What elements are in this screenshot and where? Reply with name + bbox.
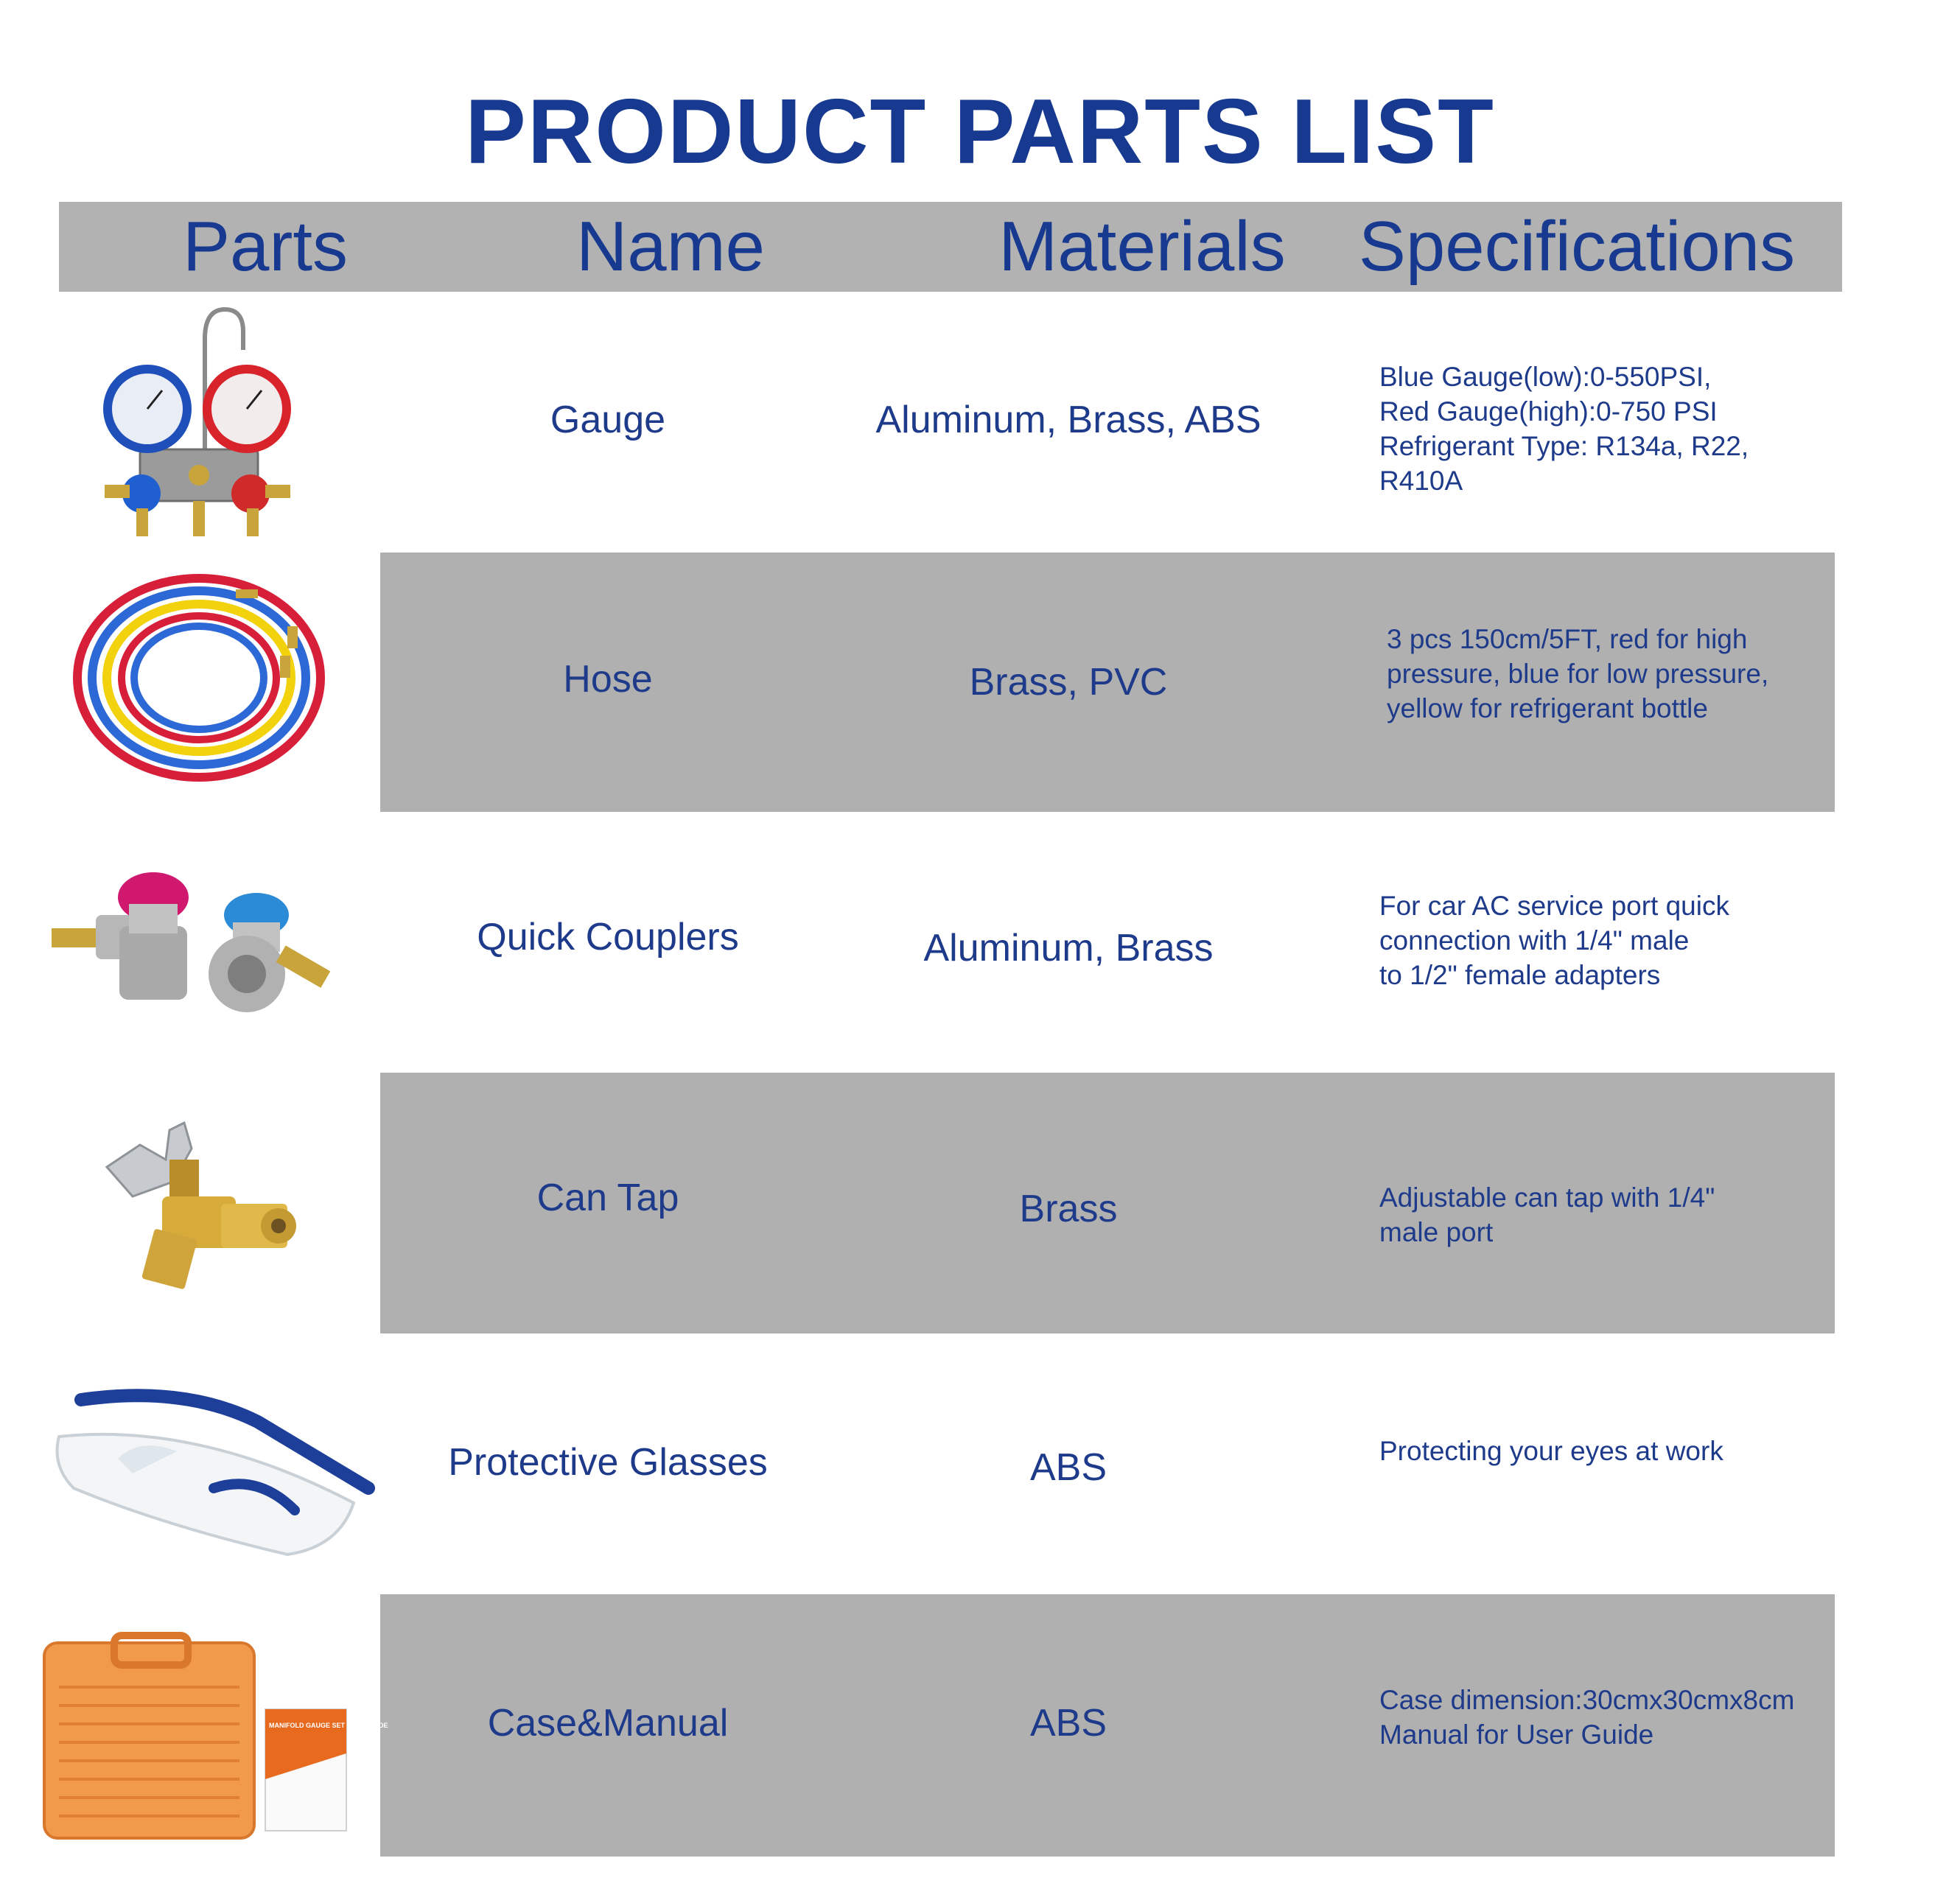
part-name: Gauge xyxy=(550,399,666,441)
table-row xyxy=(0,1073,1886,1333)
part-specification: 3 pcs 150cm/5FT, red for high pressure, blue for low pressure, yellow for refrigerant bottle xyxy=(1387,624,1769,723)
part-specification: Adjustable can tap with 1/4" male port xyxy=(1379,1182,1715,1247)
table-row xyxy=(0,1594,1886,1857)
part-specification: Protecting your eyes at work xyxy=(1379,1436,1723,1466)
table-row xyxy=(0,295,1886,553)
can-tap-icon xyxy=(96,1115,295,1292)
part-materials: Aluminum, Brass xyxy=(923,927,1214,970)
manual-cover-text: MANIFOLD GAUGE SET USER GUIDE xyxy=(269,1722,388,1729)
case-and-manual-icon xyxy=(44,1636,388,1842)
header-specifications: Specifications xyxy=(1358,207,1796,286)
part-materials: Brass, PVC xyxy=(969,661,1168,704)
part-specification: Case dimension:30cmx30cmx8cm Manual for User Guide xyxy=(1379,1685,1795,1750)
table-row xyxy=(0,1333,1886,1594)
part-specification: Blue Gauge(low):0-550PSI, Red Gauge(high):0-750 PSI Refrigerant Type: R134a, R22, R410A xyxy=(1379,362,1749,496)
manifold-gauge-icon xyxy=(96,295,302,545)
part-materials: ABS xyxy=(1029,1446,1107,1489)
hose-icon xyxy=(66,567,332,788)
protective-glasses-icon xyxy=(52,1378,376,1569)
part-name: Hose xyxy=(563,658,653,701)
part-name: Can Tap xyxy=(536,1177,679,1219)
page-title: PRODUCT PARTS LIST xyxy=(465,81,1495,183)
part-name: Protective Glasses xyxy=(448,1441,768,1484)
table-header xyxy=(59,202,1842,292)
table-row xyxy=(0,812,1886,1073)
header-name: Name xyxy=(575,207,766,286)
part-specification: For car AC service port quick connection with 1/4" male to 1/2" female adapters xyxy=(1379,891,1729,990)
quick-couplers-icon xyxy=(52,871,346,1018)
table-row xyxy=(0,553,1886,812)
header-parts: Parts xyxy=(182,207,349,286)
part-name: Case&Manual xyxy=(487,1702,729,1745)
part-materials: Aluminum, Brass, ABS xyxy=(875,399,1261,441)
part-name: Quick Couplers xyxy=(477,916,739,958)
header-materials: Materials xyxy=(998,207,1286,286)
part-materials: Brass xyxy=(1019,1188,1118,1230)
part-materials: ABS xyxy=(1029,1702,1107,1745)
